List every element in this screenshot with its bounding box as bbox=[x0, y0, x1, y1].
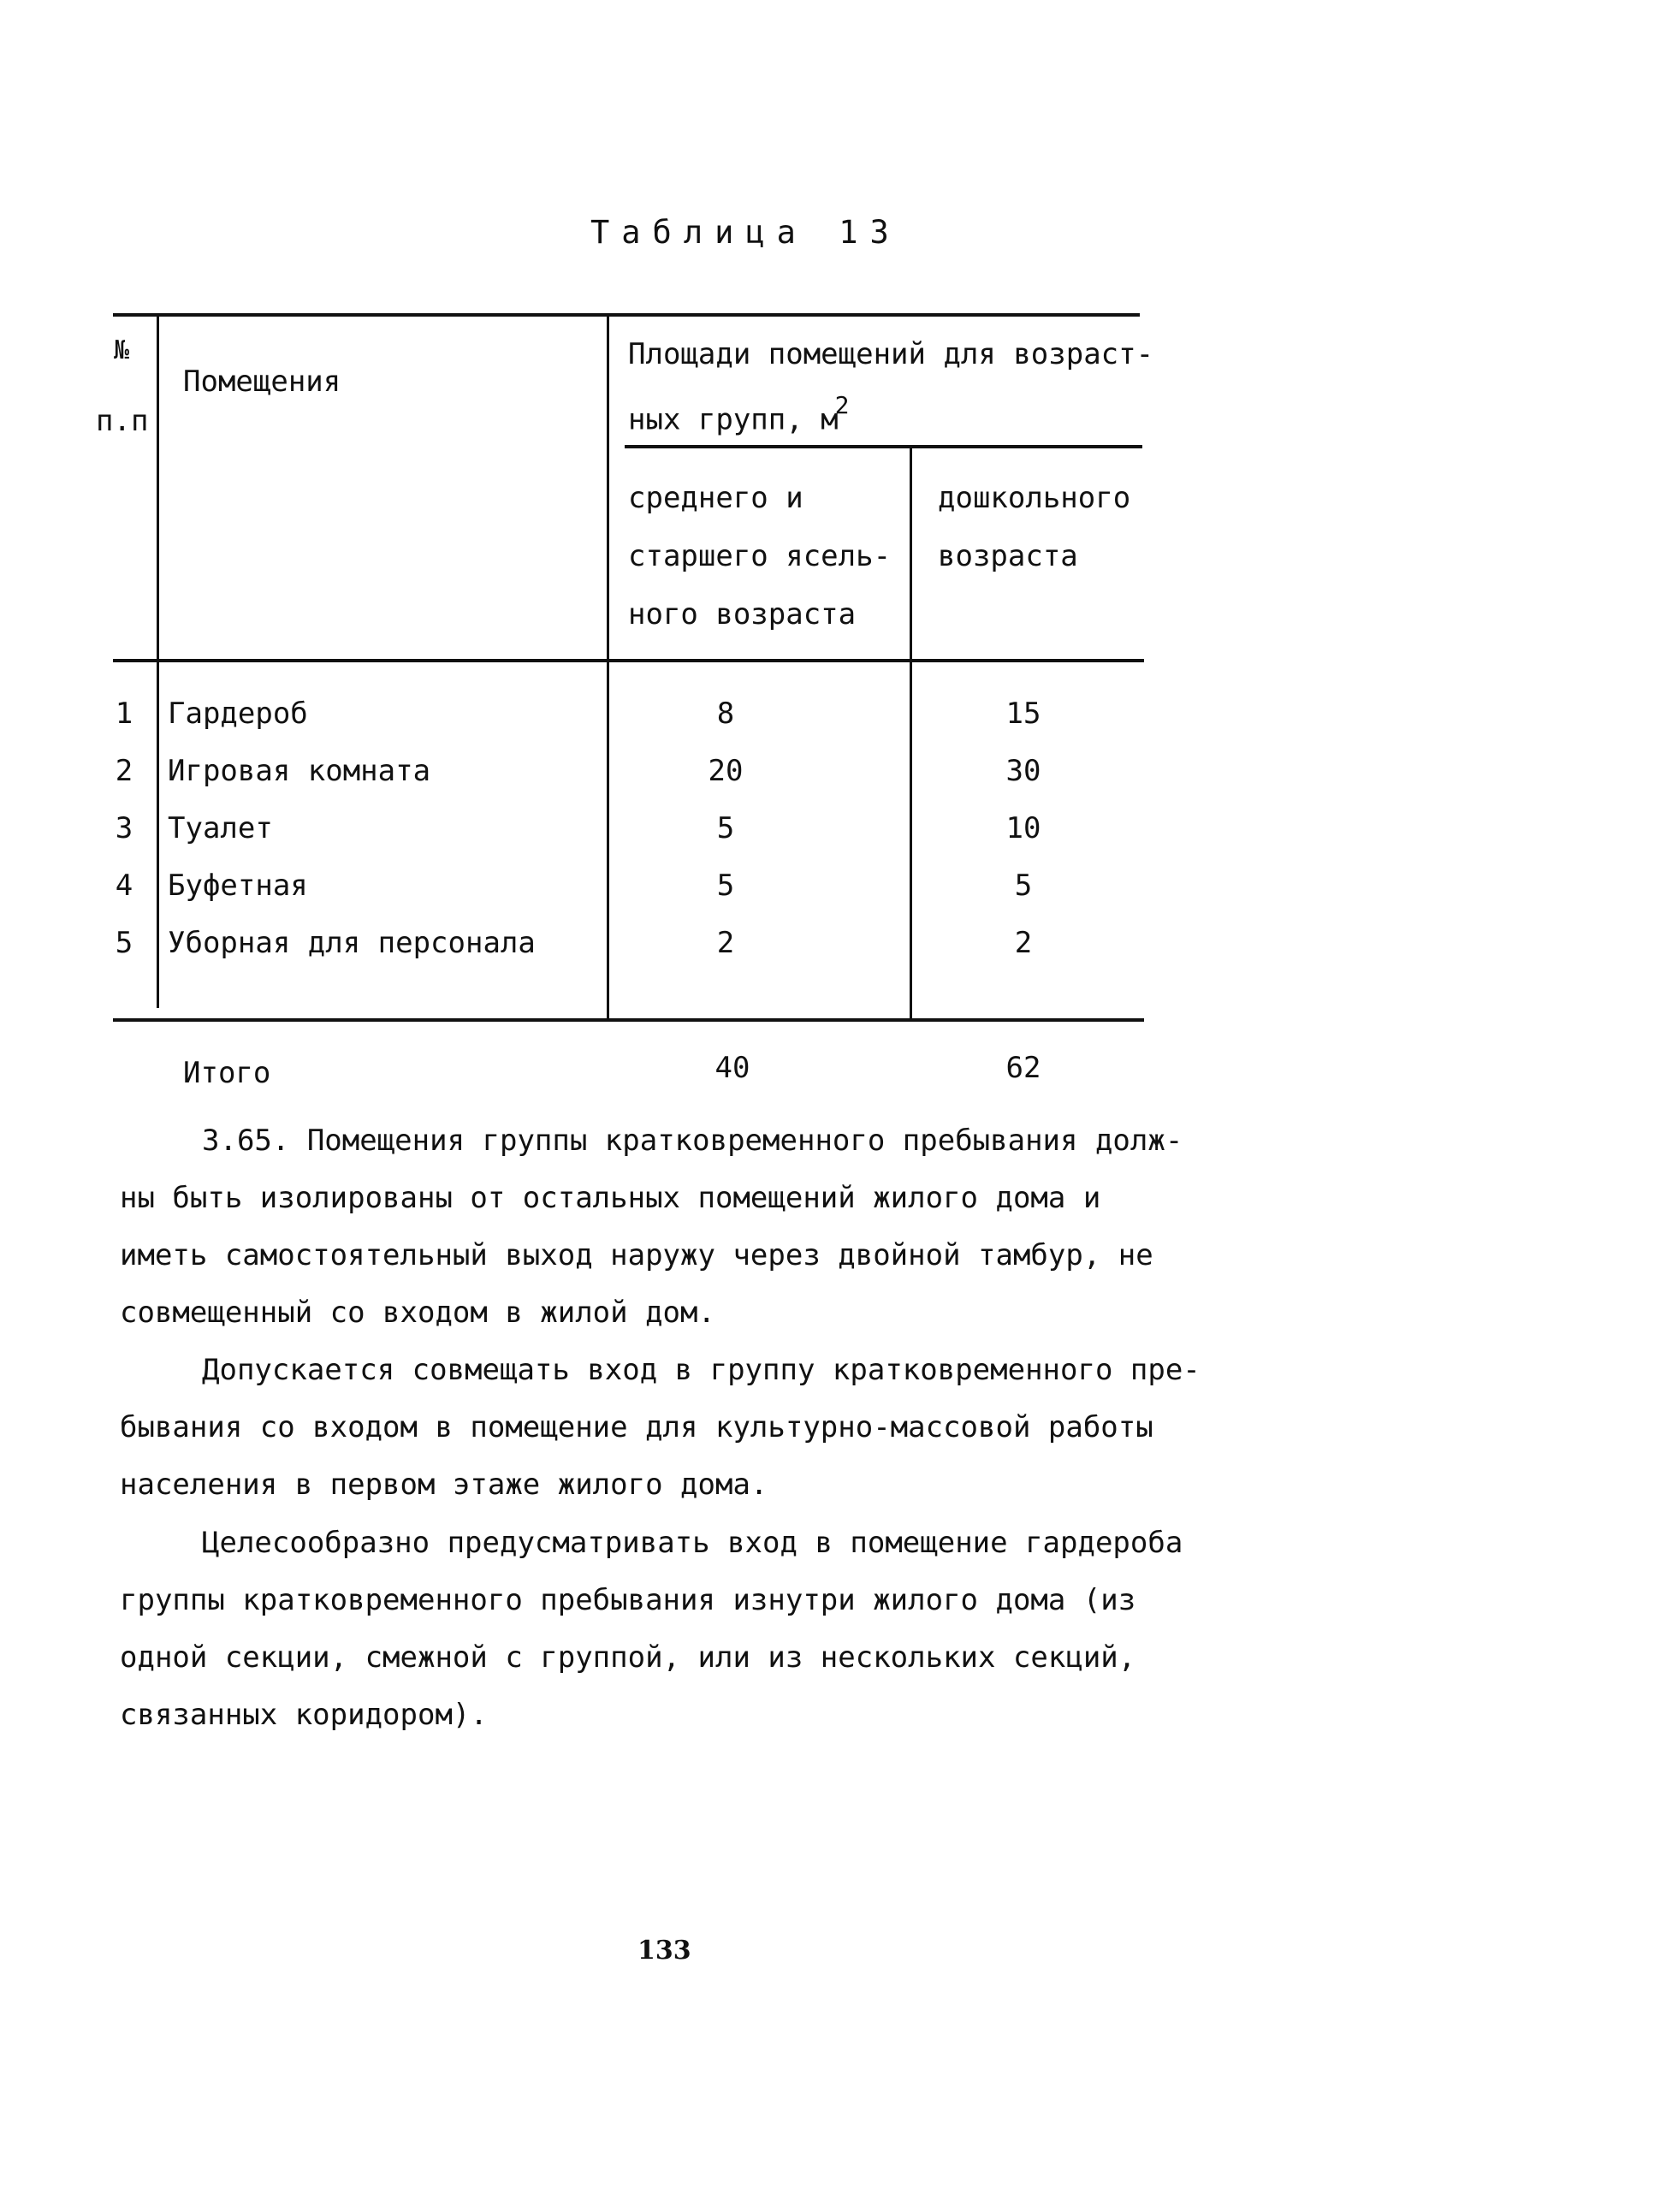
header-num-label: № bbox=[114, 335, 130, 365]
header-col-b-line2: возраста bbox=[938, 539, 1078, 573]
row-5-num: 5 bbox=[115, 926, 133, 960]
paragraph-line: Допускается совмещать вход в группу кратковременного пре- bbox=[202, 1353, 1201, 1387]
row-4-col-a: 5 bbox=[716, 869, 735, 903]
row-1-num: 1 bbox=[115, 697, 133, 731]
total-col-a: 40 bbox=[714, 1051, 750, 1085]
paragraph-line: группы кратковременного пребывания изнутри жилого дома (из bbox=[120, 1583, 1136, 1617]
row-1-col-a: 8 bbox=[716, 697, 735, 731]
row-3-room: Туалет bbox=[168, 811, 273, 845]
row-4-room: Буфетная bbox=[168, 869, 308, 903]
paragraph-line: ны быть изолированы от остальных помещений жилого дома и bbox=[120, 1181, 1101, 1215]
row-5-room: Уборная для персонала bbox=[168, 926, 536, 960]
row-2-col-b: 30 bbox=[1005, 754, 1041, 788]
paragraph-wardrobe bbox=[120, 1515, 1198, 1744]
row-2-num: 2 bbox=[115, 754, 133, 788]
total-label: Итого bbox=[183, 1056, 271, 1090]
paragraph-entrance bbox=[120, 1342, 1201, 1514]
paragraph-line: Целесообразно предусматривать вход в помещение гардероба bbox=[202, 1526, 1183, 1560]
header-bottom-rule bbox=[113, 659, 1144, 662]
row-5-col-a: 2 bbox=[716, 926, 735, 960]
row-4-num: 4 bbox=[115, 869, 133, 903]
header-col-a-line2: старшего ясель- bbox=[628, 539, 892, 573]
page-number: 133 bbox=[637, 1936, 691, 1966]
square-superscript: 2 bbox=[834, 391, 850, 419]
paragraph-line: совмещенный со входом в жилой дом. bbox=[120, 1296, 715, 1330]
column-divider-2 bbox=[607, 313, 609, 1020]
header-areas-label-text: ных групп, м bbox=[628, 402, 839, 437]
header-areas-label-line1: Площади помещений для возраст- bbox=[628, 337, 1154, 371]
header-num-sublabel: п.п bbox=[96, 404, 149, 438]
row-2-room: Игровая комната bbox=[168, 754, 431, 788]
table-bottom-rule bbox=[113, 1018, 1144, 1022]
paragraph-line: одной секции, смежной с группой, или из нескольких секций, bbox=[120, 1640, 1136, 1675]
row-3-col-a: 5 bbox=[716, 811, 735, 845]
column-divider-3 bbox=[910, 445, 912, 1020]
table-top-rule bbox=[113, 313, 1140, 317]
row-1-col-b: 15 bbox=[1005, 697, 1041, 731]
paragraph-line: населения в первом этаже жилого дома. bbox=[120, 1468, 768, 1502]
row-3-num: 3 bbox=[115, 811, 133, 845]
total-col-b: 62 bbox=[1005, 1051, 1041, 1085]
paragraph-line: связанных коридором). bbox=[120, 1698, 488, 1732]
column-divider-1 bbox=[157, 313, 159, 1008]
paragraph-3-65 bbox=[120, 1112, 1198, 1342]
row-4-col-b: 5 bbox=[1014, 869, 1033, 903]
header-col-a-line1: среднего и bbox=[628, 481, 803, 515]
header-areas-label-line2 bbox=[628, 382, 850, 448]
header-col-b-line1: дошкольного bbox=[938, 481, 1131, 515]
table-caption: Таблица 13 bbox=[590, 214, 901, 251]
paragraph-line: бывания со входом в помещение для культурно-массовой работы bbox=[120, 1410, 1153, 1444]
row-1-room: Гардероб bbox=[168, 697, 308, 731]
row-5-col-b: 2 bbox=[1014, 926, 1033, 960]
paragraph-line: иметь самостоятельный выход наружу через двойной тамбур, не bbox=[120, 1238, 1153, 1272]
header-col-a-line3: ного возраста bbox=[628, 597, 857, 632]
header-rooms-label: Помещения bbox=[183, 365, 341, 399]
row-2-col-a: 20 bbox=[708, 754, 744, 788]
row-3-col-b: 10 bbox=[1005, 811, 1041, 845]
paragraph-line: 3.65. Помещения группы кратковременного пребывания долж- bbox=[202, 1124, 1183, 1158]
